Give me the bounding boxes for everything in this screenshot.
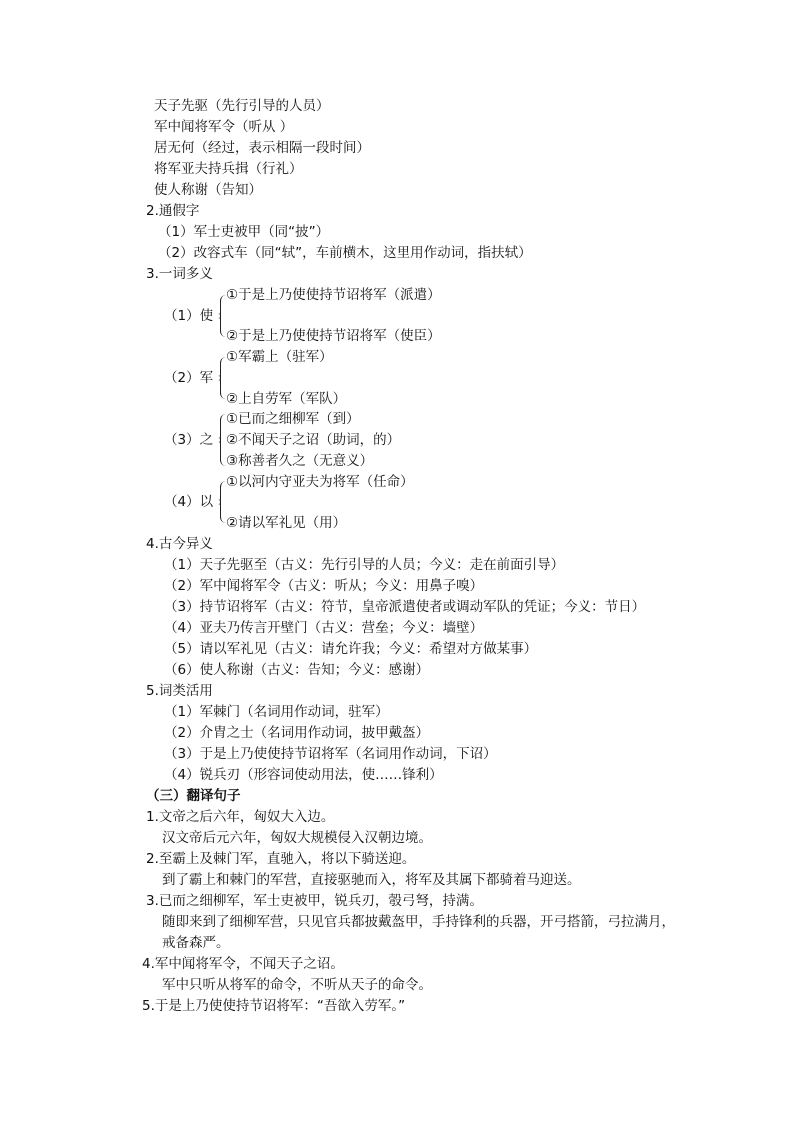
polysemy-word: （4）以 <box>164 494 214 510</box>
polysemy-word: （1）使 <box>164 308 214 324</box>
list-item: （2）军中闻将军令（古义：听从；今义：用鼻子嗅） <box>164 578 484 594</box>
polysemy-item: ①于是上乃使使持节诏将军（派遣） <box>226 287 441 303</box>
intro-line: 天子先驱（先行引导的人员） <box>154 98 330 114</box>
section-heading: 3.一词多义 <box>146 266 213 282</box>
polysemy-item: ②请以军礼见（用） <box>226 515 347 531</box>
intro-line: 军中闻将军令（听从 ） <box>154 119 294 135</box>
source-sentence: 5.于是上乃使使持节诏将军：“吾欲入劳军。” <box>142 998 406 1014</box>
translation: 到了霸上和棘门的军营，直接驱驰而入，将军及其属下都骑着马迎送。 <box>162 872 581 888</box>
list-item: （1）军士吏被甲（同“披”） <box>158 224 330 240</box>
list-item: （2）改容式车（同“轼”，车前横木，这里用作动词，指扶轼） <box>158 245 532 261</box>
polysemy-word: （3）之 <box>164 432 214 448</box>
list-item: （5）请以军礼见（古义：请允许我；今义：希望对方做某事） <box>164 641 538 657</box>
list-item: （4）亚夫乃传言开壁门（古义：营垒；今义：墙壁） <box>164 620 484 636</box>
list-item: （6）使人称谢（古义：告知；今义：感谢） <box>164 662 430 678</box>
translation: 戒备森严。 <box>162 935 230 951</box>
intro-line: 居无何（经过，表示相隔一段时间） <box>154 140 370 156</box>
list-item: （4）锐兵刃（形容词使动用法，使……锋利） <box>164 767 443 783</box>
section-heading: 2.通假字 <box>146 203 200 219</box>
section-heading: 5.词类活用 <box>146 683 213 699</box>
section-heading: 4.古今异义 <box>146 536 213 552</box>
list-item: （1）军棘门（名词用作动词，驻军） <box>164 704 389 720</box>
polysemy-item: ②不闻天子之诏（助词，的） <box>226 432 401 448</box>
source-sentence: 4.军中闻将军令，不闻天子之诏。 <box>142 956 344 972</box>
polysemy-word: （2）军 <box>164 370 214 386</box>
source-sentence: 1.文帝之后六年，匈奴大入边。 <box>146 809 335 825</box>
intro-line: 使人称谢（告知） <box>154 182 262 198</box>
source-sentence: 3.已而之细柳军，军士吏被甲，锐兵刃，彀弓弩，持满。 <box>146 893 483 909</box>
source-sentence: 2.至霸上及棘门军，直驰入，将以下骑送迎。 <box>146 851 416 867</box>
list-item: （2）介胄之士（名词用作动词，披甲戴盔） <box>164 725 430 741</box>
polysemy-item: ①军霸上（驻军） <box>226 349 333 365</box>
polysemy-item: ②于是上乃使使持节诏将军（使臣） <box>226 328 441 344</box>
polysemy-item: ③称善者久之（无意义） <box>226 453 374 469</box>
polysemy-item: ①以河内守亚夫为将军（任命） <box>226 474 414 490</box>
list-item: （1）天子先驱至（古义：先行引导的人员；今义：走在前面引导） <box>164 557 565 573</box>
polysemy-item: ①已而之细柳军（到） <box>226 411 360 427</box>
translation: 汉文帝后元六年，匈奴大规模侵入汉朝边境。 <box>162 830 432 846</box>
translation: 军中只听从将军的命令，不听从天子的命令。 <box>162 977 432 993</box>
list-item: （3）于是上乃使使持节诏将军（名词用作动词，下诏） <box>164 746 497 762</box>
polysemy-item: ②上自劳军（军队） <box>226 391 347 407</box>
list-item: （3）持节诏将军（古义：符节，皇帝派遣使者或调动军队的凭证；今义：节日） <box>164 599 646 615</box>
intro-line: 将军亚夫持兵揖（行礼） <box>154 161 303 177</box>
section-heading: （三）翻译句子 <box>146 788 241 804</box>
translation: 随即来到了细柳军营，只见官兵都披戴盔甲，手持锋利的兵器，开弓搭箭，弓拉满月， <box>162 914 675 930</box>
